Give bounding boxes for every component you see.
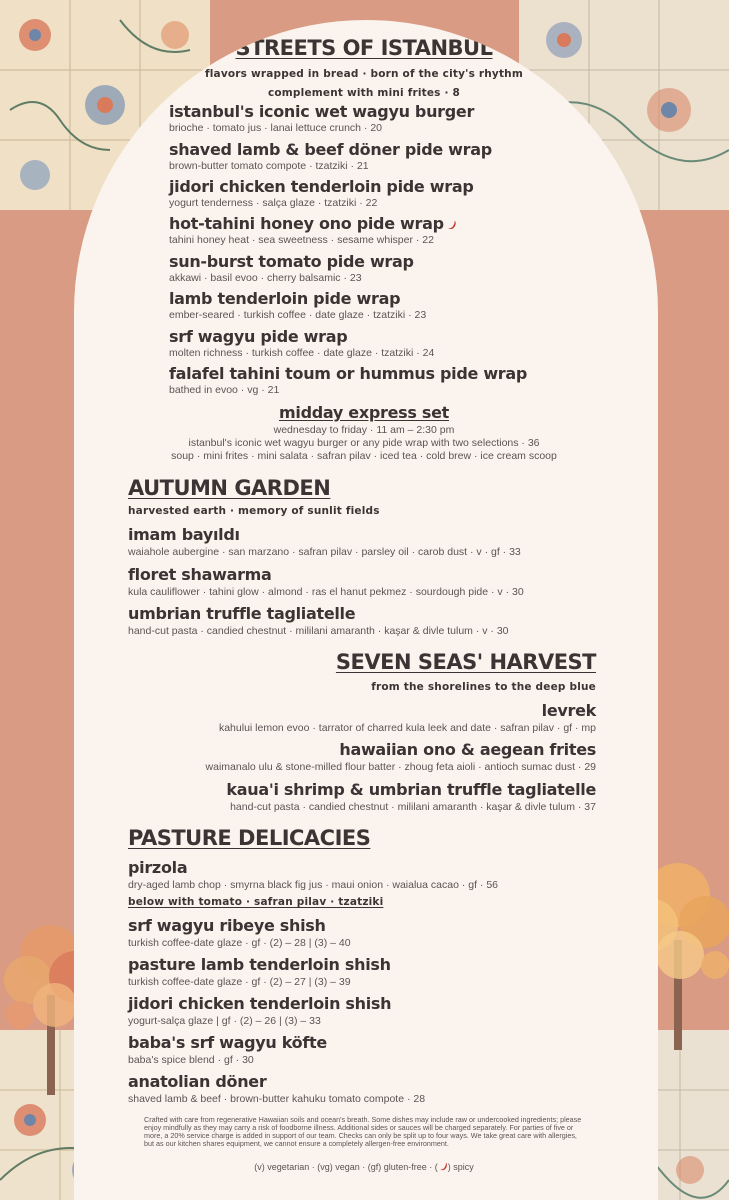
legend-text-end: ) spicy: [447, 1162, 474, 1172]
menu-item-name: srf wagyu pide wrap: [169, 327, 348, 346]
menu-item-desc: dry-aged lamb chop · smyrna black fig jus · maui onion · waialua cacao · gf · 56: [128, 879, 499, 891]
express-set-line: soup · mini frites · mini salata · safran pilav · iced tea · cold brew · ice cream scoop: [171, 450, 557, 462]
menu-item-name: baba's srf wagyu köfte: [128, 1033, 327, 1052]
section-title-streets: STREETS OF ISTANBUL: [235, 36, 493, 60]
menu-card: [74, 20, 658, 1200]
menu-item-name: levrek: [541, 701, 596, 720]
menu-item-name: hawaiian ono & aegean frites: [339, 740, 596, 759]
streets-tagline: flavors wrapped in bread · born of the city's rhythm: [204, 68, 524, 80]
menu-item-desc: hand-cut pasta · candied chestnut · mililani amaranth · kaşar & divle tulum · 37: [230, 801, 596, 813]
chili-icon: [447, 215, 456, 234]
menu-item-desc: turkish coffee-date glaze · gf · (2) – 27 | (3) – 39: [128, 976, 351, 988]
frites-note: complement with mini frites · 8: [267, 87, 461, 99]
menu-item-desc: tahini honey heat · sea sweetness · sesame whisper · 22: [169, 234, 434, 246]
menu-item-desc: ember-seared · turkish coffee · date glaze · tzatziki · 23: [169, 309, 427, 321]
menu-item-desc: brioche · tomato jus · lanai lettuce crunch · 20: [169, 122, 383, 134]
chili-icon: [439, 1163, 447, 1173]
menu-item-name: sun-burst tomato pide wrap: [169, 252, 414, 271]
footer-disclaimer: Crafted with care from regenerative Hawaiian soils and ocean's breath. Some dishes may include raw or undercooked ingredients; please enjoy mindfully as they may carry a risk of foodborne illness. Additional sides or sauces will be charged separately. For parties of five or more, a 20% service charge is added in support of our team. Checks can only be split up to four ways. We take great care with allergies, but as our kitchen shares equipment, we cannot ensure a completely allergen-free environment.: [144, 1115, 582, 1148]
menu-item-desc: shaved lamb & beef · brown-butter kahuku tomato compote · 28: [128, 1093, 426, 1105]
legend-text-start: (v) vegetarian · (vg) vegan · (gf) gluten-free · (: [254, 1162, 438, 1172]
menu-item-desc: baba's spice blend · gf · 30: [128, 1054, 254, 1066]
express-set-title: midday express set: [279, 403, 449, 422]
menu-item-desc: brown-butter tomato compote · tzatziki · 21: [169, 160, 369, 172]
menu-item-name: jidori chicken tenderloin pide wrap: [169, 177, 474, 196]
dietary-legend: [254, 1162, 474, 1173]
section-title-seas: SEVEN SEAS' HARVEST: [335, 650, 596, 674]
menu-item-name: shaved lamb & beef döner pide wrap: [169, 140, 492, 159]
section-title-autumn: AUTUMN GARDEN: [128, 476, 331, 500]
menu-item-desc: yogurt-salça glaze | gf · (2) – 26 | (3) – 33: [128, 1015, 321, 1027]
menu-item-name: lamb tenderloin pide wrap: [169, 289, 401, 308]
menu-item-desc: akkawi · basil evoo · cherry balsamic · 23: [169, 272, 362, 284]
menu-item-name: umbrian truffle tagliatelle: [128, 604, 356, 623]
sides-note: below with tomato · safran pilav · tzatziki: [128, 896, 384, 908]
menu-item-desc: kula cauliflower · tahini glow · almond · ras el hanut pekmez · sourdough pide · v · 30: [128, 586, 524, 598]
menu-item-name: pasture lamb tenderloin shish: [128, 955, 391, 974]
menu-item-name: hot-tahini honey ono pide wrap: [169, 214, 444, 233]
menu-item-desc: yogurt tenderness · salça glaze · tzatziki · 22: [169, 197, 378, 209]
menu-item-desc: kahului lemon evoo · tarrator of charred kula leek and date · safran pilav · gf · mp: [218, 722, 596, 734]
menu-item-name: srf wagyu ribeye shish: [128, 916, 326, 935]
seas-tagline: from the shorelines to the deep blue: [371, 681, 596, 693]
menu-item-desc: waimanalo ulu & stone-milled flour batter · zhoug feta aioli · antioch sumac dust · 29: [205, 761, 596, 773]
menu-item-row-spicy: [169, 214, 456, 234]
menu-item-desc: waiahole aubergine · san marzano · safran pilav · parsley oil · carob dust · v · gf · 33: [128, 546, 521, 558]
autumn-tagline: harvested earth · memory of sunlit fields: [128, 505, 380, 517]
menu-item-name: kaua'i shrimp & umbrian truffle tagliatelle: [226, 780, 596, 799]
menu-item-desc: turkish coffee-date glaze · gf · (2) – 28 | (3) – 40: [128, 937, 351, 949]
express-set-line: istanbul's iconic wet wagyu burger or any pide wrap with two selections · 36: [188, 437, 540, 449]
menu-item-name: imam bayıldı: [128, 525, 240, 544]
menu-item-name: pirzola: [128, 858, 188, 877]
menu-item-name: falafel tahini toum or hummus pide wrap: [169, 364, 528, 383]
express-set-line: wednesday to friday · 11 am – 2:30 pm: [273, 424, 455, 436]
menu-item-desc: molten richness · turkish coffee · date glaze · tzatziki · 24: [169, 347, 435, 359]
section-title-pasture: PASTURE DELICACIES: [128, 826, 371, 850]
menu-item-desc: hand-cut pasta · candied chestnut · mililani amaranth · kaşar & divle tulum · v · 30: [128, 625, 509, 637]
menu-item-name: anatolian döner: [128, 1072, 267, 1091]
menu-item-name: jidori chicken tenderloin shish: [128, 994, 392, 1013]
menu-item-name: istanbul's iconic wet wagyu burger: [169, 102, 475, 121]
menu-item-desc: bathed in evoo · vg · 21: [169, 384, 280, 396]
menu-item-name: floret shawarma: [128, 565, 272, 584]
